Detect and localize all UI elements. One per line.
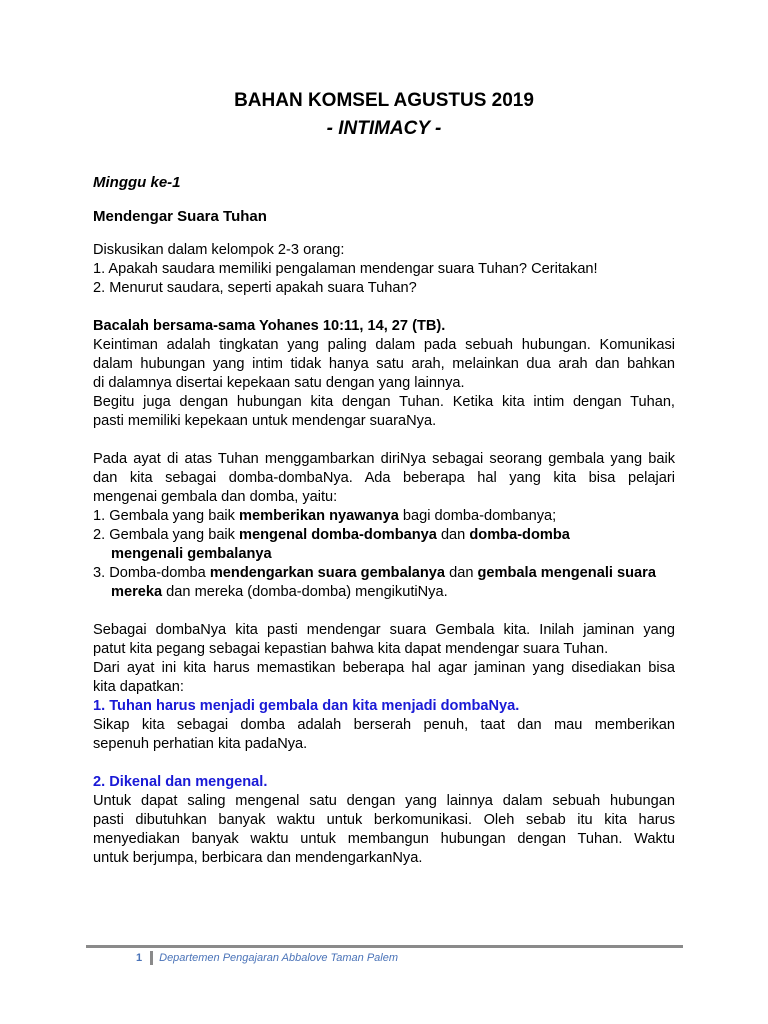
paragraph-line: sepenuh perhatian kita padaNya. <box>93 736 308 752</box>
list-item-2 <box>93 526 675 545</box>
paragraph-line: Begitu juga dengan hubungan kita dengan Tuhan. Ketika kita intim dengan Tuhan, <box>93 394 675 410</box>
footer-separator <box>150 951 153 965</box>
paragraph-line: Keintiman adalah tingkatan yang paling dalam pada sebuah hubungan. Komunikasi <box>93 337 675 353</box>
footer-divider <box>86 945 683 948</box>
list-item-3 <box>93 564 675 583</box>
page-footer <box>136 951 398 965</box>
document-title: BAHAN KOMSEL AGUSTUS 2019 <box>234 90 534 111</box>
reading-heading: Bacalah bersama-sama Yohanes 10:11, 14, 27 (TB). <box>93 318 446 334</box>
list-item-2-continued: mengenali gembalanya <box>111 546 272 562</box>
page-number: 1 <box>136 951 143 964</box>
point-2-heading: 2. Dikenal dan mengenal. <box>93 774 268 790</box>
topic-heading: Mendengar Suara Tuhan <box>93 208 267 225</box>
paragraph-line: pasti memiliki kepekaan untuk mendengar suaraNya. <box>93 413 437 429</box>
list-emphasis: gembala mengenali suara <box>477 565 656 581</box>
list-text: bagi domba-dombanya; <box>398 508 557 524</box>
paragraph-line: dan kita sebagai domba-dombaNya. Ada beberapa hal yang kita bisa pelajari <box>93 470 675 486</box>
list-emphasis: mengenal domba-dombanya <box>239 527 437 543</box>
list-item-3-continued <box>93 583 675 602</box>
paragraph-line: Untuk dapat saling mengenal satu dengan yang lainnya dalam sebuah hubungan <box>93 793 675 809</box>
paragraph-line: menyediakan banyak waktu untuk membangun hubungan dengan Tuhan. Waktu <box>93 831 675 847</box>
paragraph-line: untuk berjumpa, berbicara dan mendengarkanNya. <box>93 850 423 866</box>
paragraph-line: patut kita pegang sebagai kepastian bahwa kita dapat mendengar suara Tuhan. <box>93 641 609 657</box>
paragraph-line: Pada ayat di atas Tuhan menggambarkan diriNya sebagai seorang gembala yang baik <box>93 451 675 467</box>
discussion-intro: Diskusikan dalam kelompok 2-3 orang: <box>93 242 345 258</box>
list-text: 1. Gembala yang baik <box>93 508 240 524</box>
list-text: dan <box>445 565 478 581</box>
list-emphasis: mendengarkan suara gembalanya <box>209 565 446 581</box>
list-emphasis: memberikan nyawanya <box>239 508 399 524</box>
document-body <box>93 173 675 868</box>
discussion-question-1: 1. Apakah saudara memiliki pengalaman mendengar suara Tuhan? Ceritakan! <box>93 261 598 277</box>
list-text: 3. Domba-domba <box>93 565 210 581</box>
list-emphasis: mereka <box>111 584 163 600</box>
list-text: 2. Gembala yang baik <box>93 527 240 543</box>
list-emphasis: domba-domba <box>469 527 570 543</box>
paragraph-line: Sebagai dombaNya kita pasti mendengar suara Gembala kita. Inilah jaminan yang <box>93 622 675 638</box>
week-label: Minggu ke-1 <box>93 174 181 191</box>
point-1-heading: 1. Tuhan harus menjadi gembala dan kita menjadi dombaNya. <box>93 698 520 714</box>
paragraph-line: dalam hubungan yang intim tidak hanya satu arah, melainkan dua arah dan bahkan <box>93 356 675 372</box>
paragraph-line: Dari ayat ini kita harus memastikan beberapa hal agar jaminan yang disediakan bisa <box>93 660 675 676</box>
discussion-question-2: 2. Menurut saudara, seperti apakah suara Tuhan? <box>93 280 417 296</box>
list-text: dan mereka (domba-domba) mengikutiNya. <box>162 584 448 600</box>
paragraph-line: pasti dibutuhkan banyak waktu untuk berkomunikasi. Oleh sebab itu kita harus <box>93 812 675 828</box>
paragraph-line: Sikap kita sebagai domba adalah berserah penuh, taat dan mau memberikan <box>93 717 675 733</box>
document-subtitle: - INTIMACY - <box>326 118 442 139</box>
paragraph-line: mengenai gembala dan domba, yaitu: <box>93 489 338 505</box>
list-item-1 <box>93 507 675 526</box>
paragraph-line: kita dapatkan: <box>93 679 184 695</box>
list-text: dan <box>436 527 470 543</box>
footer-text: Departemen Pengajaran Abbalove Taman Palem <box>159 951 399 964</box>
paragraph-line: di dalamnya disertai kepekaan satu dengan yang lainnya. <box>93 375 465 391</box>
